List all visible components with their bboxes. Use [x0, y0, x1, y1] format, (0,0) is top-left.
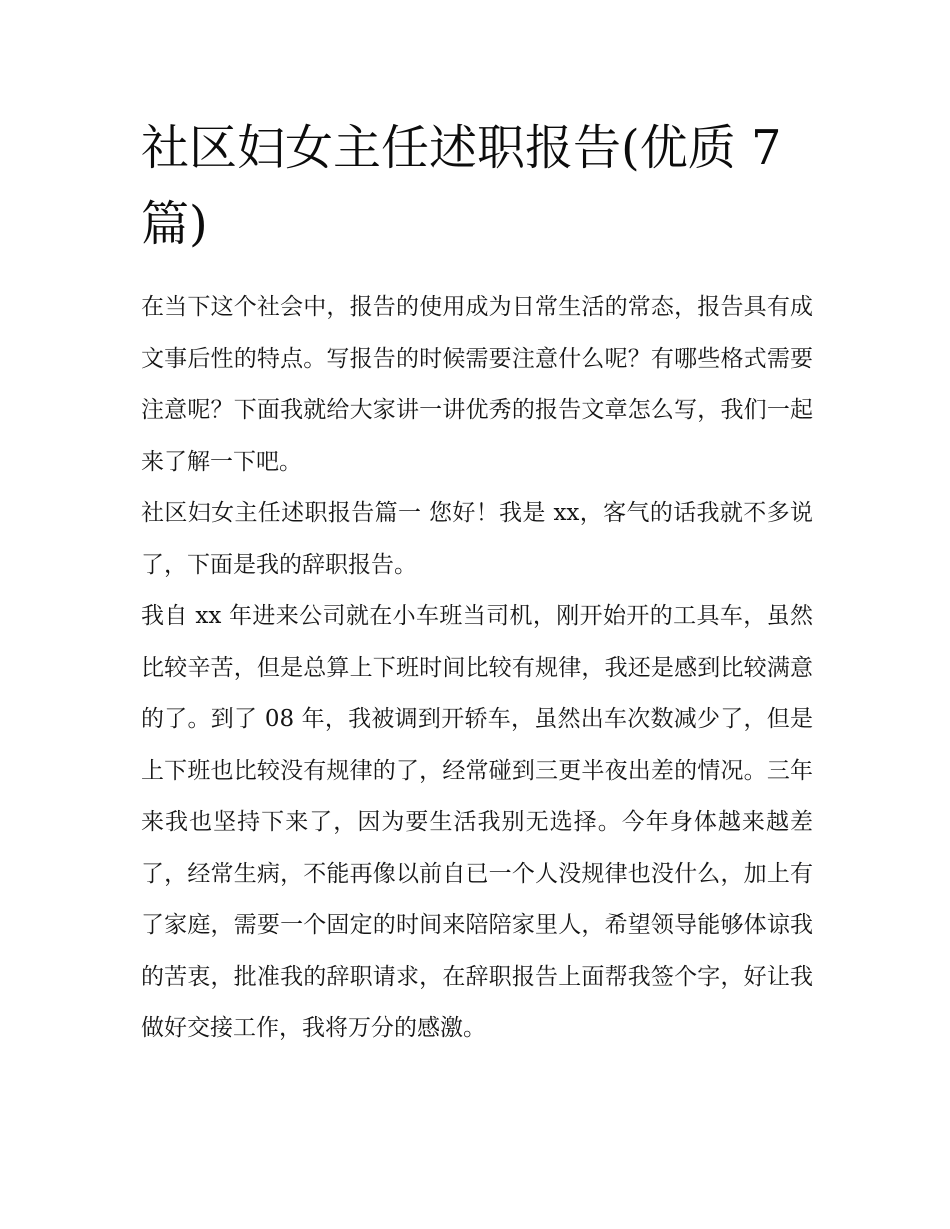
document-body	[141, 282, 813, 1055]
document-content	[141, 110, 813, 1055]
main-paragraph: 我自 xx 年进来公司就在小车班当司机，刚开始开的工具车，虽然比较辛苦，但是总算上下班时间比较有规律，我还是感到比较满意的了。到了 08 年，我被调到开轿车，虽然出车次数减少了，但是上下班也比较没有规律的了，经常碰到三更半夜出差的情况。三年来我也坚持下来了，因为要生活我别无选择。今年身体越来越差了，经常生病，不能再像以前自已一个人没规律也没什么，加上有了家庭，需要一个固定的时间来陪陪家里人，希望领导能够体谅我的苦衷，批准我的辞职请求，在辞职报告上面帮我签个字，好让我做好交接工作，我将万分的感激。	[141, 603, 813, 1041]
document-title: 社区妇女主任述职报告(优质 7 篇)	[141, 120, 782, 252]
intro-paragraph: 在当下这个社会中，报告的使用成为日常生活的常态，报告具有成文事后性的特点。写报告的时候需要注意什么呢？有哪些格式需要注意呢？下面我就给大家讲一讲优秀的报告文章怎么写，我们一起来了解一下吧。	[141, 294, 813, 475]
greeting-paragraph: 社区妇女主任述职报告篇一 您好！我是 xx，客气的话我就不多说了，下面是我的辞职报告。	[141, 500, 813, 578]
